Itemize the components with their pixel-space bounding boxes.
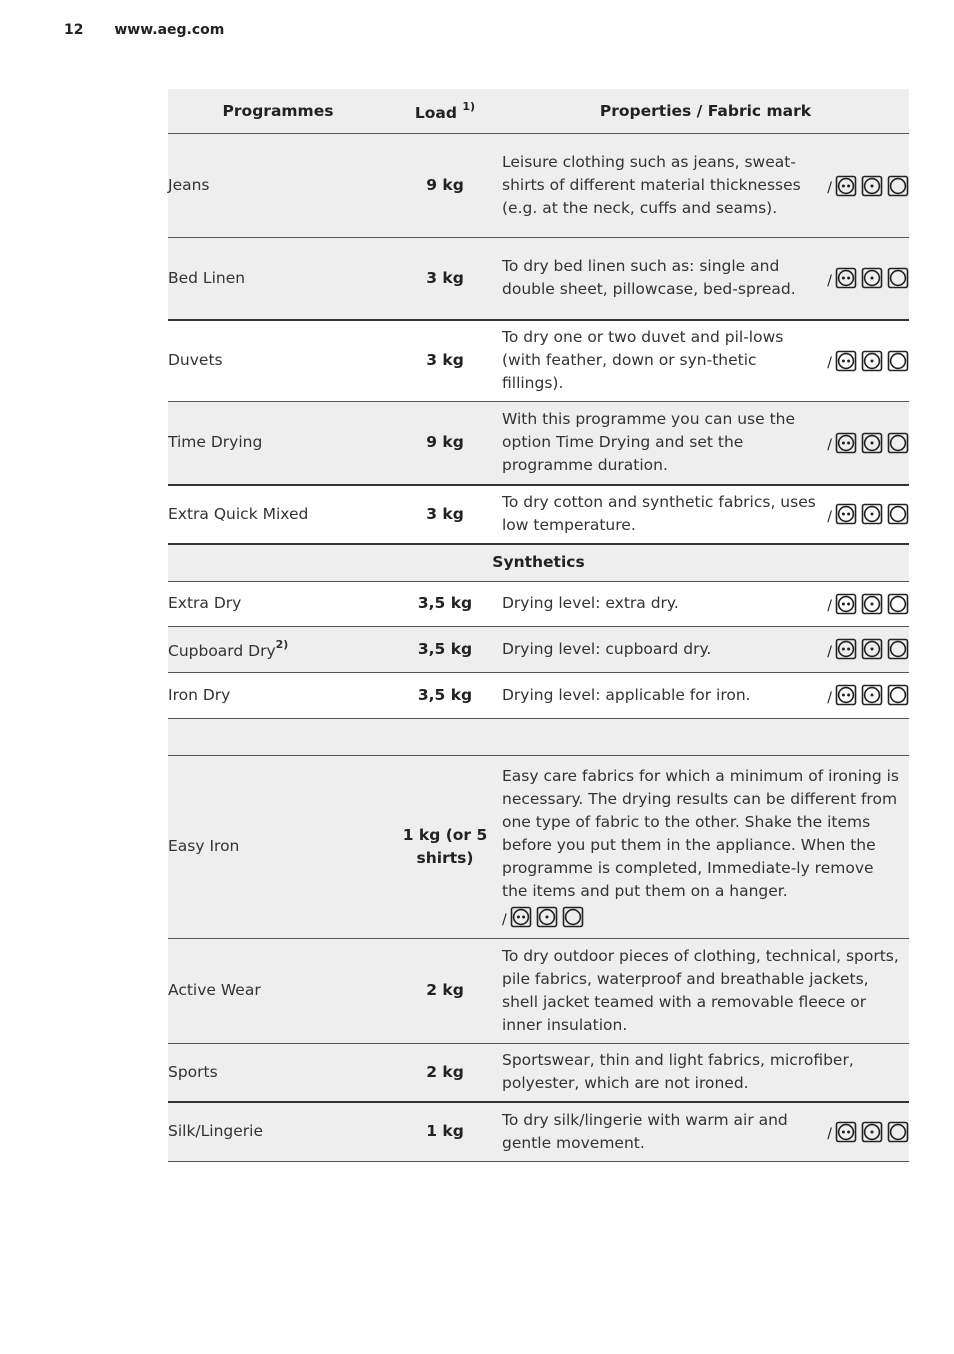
programme-description: To dry bed linen such as: single and double sheet, pillowcase, bed-spread. [502,257,796,299]
tumble-dry-one-dot-icon [861,684,883,706]
page-header [64,22,224,38]
tumble-dry-normal-icon [887,175,909,197]
fabric-mark-separator: / [827,643,832,660]
programme-description: Drying level: applicable for iron. [502,685,751,704]
programme-load: 3 kg [388,238,502,320]
table-row [168,485,909,544]
table-header-row [168,89,909,134]
programme-name: Active Wear [168,938,388,1043]
column-header-load [388,89,502,134]
table-row [168,238,909,320]
programme-load: 3,5 kg [417,594,473,612]
programme-load: 3 kg [426,351,464,370]
fabric-mark [827,267,909,290]
fabric-mark-separator: / [827,437,832,454]
tumble-dry-normal-icon [887,638,909,660]
fabric-mark-separator: / [827,598,832,614]
programme-load: 1 kg (or 5 shirts) [388,755,502,938]
load-header-label: Load [414,104,457,123]
fabric-mark [827,174,909,197]
programme-description: Easy care fabrics for which a minimum of ironing is necessary. The drying results can be different from one type of fabric to the other. Shake the items before you put them in the appliance. When the programme is completed, Immediate-ly remove the items and put them on a hanger. [502,766,899,900]
section-row-empty [168,718,909,755]
programme-description: Leisure clothing such as jeans, sweat-shirts of different material thicknesses (e.g. at the neck, cuffs and seams). [502,153,801,217]
fabric-icons [835,1121,909,1143]
tumble-dry-two-dots-icon [835,267,857,289]
programme-name: Bed Linen [168,238,388,320]
programme-name: Duvets [168,351,223,370]
programme-name: Jeans [168,134,388,238]
table-row [168,626,909,672]
fabric-mark-separator: / [827,272,832,289]
programme-description: Drying level: cupboard dry. [502,639,712,658]
fabric-icons [835,593,909,615]
tumble-dry-normal-icon [562,906,584,928]
programme-description: To dry cotton and synthetic fabrics, uses low temperature. [502,493,816,534]
tumble-dry-normal-icon [887,503,909,525]
fabric-mark-separator: / [827,180,832,196]
programme-load: 9 kg [388,402,502,485]
tumble-dry-normal-icon [887,1121,909,1143]
table-row [168,1102,909,1161]
fabric-mark-separator: / [827,1126,832,1143]
table-row [168,320,909,402]
fabric-icons [510,906,584,928]
website-url: www.aeg.com [114,22,225,38]
tumble-dry-two-dots-icon [835,175,857,197]
programme-name: Extra Dry [168,594,242,612]
fabric-icons [835,684,909,706]
programmes-table [168,89,909,1162]
fabric-mark [827,431,909,454]
programme-load: 3 kg [426,504,464,523]
fabric-mark-separator: / [502,911,507,928]
column-header-programmes: Programmes [168,89,388,134]
programme-load: 3,5 kg [388,626,502,672]
table-row [168,1043,909,1102]
footnote-ref: 2) [275,637,289,651]
tumble-dry-two-dots-icon [835,432,857,454]
programme-load: 2 kg [388,938,502,1043]
tumble-dry-two-dots-icon [835,593,857,615]
tumble-dry-one-dot-icon [861,432,883,454]
programme-description: With this programme you can use the option Time Drying and set the programme duration. [502,410,796,475]
tumble-dry-one-dot-icon [861,638,883,660]
fabric-icons [835,267,909,289]
tumble-dry-one-dot-icon [861,350,883,372]
fabric-mark [827,1120,909,1143]
fabric-mark [827,349,909,372]
programme-name: Time Drying [168,402,388,485]
programme-name: Extra Quick Mixed [168,504,309,523]
section-title: Synthetics [168,544,909,582]
fabric-icons [835,175,909,197]
tumble-dry-normal-icon [887,267,909,289]
fabric-icons [835,350,909,372]
programme-load: 9 kg [388,134,502,238]
fabric-mark [827,638,909,661]
tumble-dry-one-dot-icon [861,1121,883,1143]
programme-name [168,626,388,672]
programme-description: Drying level: extra dry. [502,594,679,612]
table-row [168,402,909,485]
programme-name: Iron Dry [168,685,231,704]
fabric-icons [835,432,909,454]
fabric-mark [827,503,909,526]
tumble-dry-one-dot-icon [861,593,883,615]
tumble-dry-normal-icon [887,684,909,706]
tumble-dry-one-dot-icon [861,503,883,525]
fabric-icons [835,638,909,660]
tumble-dry-normal-icon [887,593,909,615]
tumble-dry-normal-icon [887,432,909,454]
section-row [168,544,909,582]
table-row [168,134,909,238]
fabric-mark-separator: / [827,355,832,372]
tumble-dry-normal-icon [887,350,909,372]
tumble-dry-one-dot-icon [861,267,883,289]
tumble-dry-two-dots-icon [510,906,532,928]
tumble-dry-two-dots-icon [835,684,857,706]
programme-name: Sports [168,1043,388,1102]
tumble-dry-two-dots-icon [835,1121,857,1143]
fabric-mark-separator: / [827,689,832,706]
tumble-dry-two-dots-icon [835,503,857,525]
programme-load: 2 kg [388,1043,502,1102]
table-row [168,755,909,938]
programme-load: 1 kg [388,1102,502,1161]
programme-name: Silk/Lingerie [168,1102,388,1161]
table-row [168,938,909,1043]
programme-name: Easy Iron [168,755,388,938]
tumble-dry-two-dots-icon [835,350,857,372]
column-header-properties: Properties / Fabric mark [502,89,909,134]
programme-description: Sportswear, thin and light fabrics, microfiber, polyester, which are not ironed. [502,1051,854,1093]
fabric-mark-separator: / [827,508,832,525]
tumble-dry-one-dot-icon [536,906,558,928]
fabric-icons [835,503,909,525]
table-row [168,672,909,718]
table-row [168,581,909,626]
tumble-dry-one-dot-icon [861,175,883,197]
programme-name-text: Cupboard Dry [168,642,276,661]
programme-description: To dry silk/lingerie with warm air and gentle movement. [502,1110,788,1152]
programme-description: To dry one or two duvet and pil-lows (with feather, down or syn-thetic fillings). [502,328,784,393]
tumble-dry-two-dots-icon [835,638,857,660]
fabric-mark [502,906,901,929]
fabric-mark [827,684,909,707]
footnote-ref: 1) [462,99,476,113]
programme-load: 3,5 kg [417,685,473,704]
fabric-mark [827,592,909,615]
page-number: 12 [64,22,84,38]
programme-description: To dry outdoor pieces of clothing, technical, sports, pile fabrics, waterproof and breathable jackets, shell jacket teamed with a removable fleece or inner insulation. [502,946,899,1034]
